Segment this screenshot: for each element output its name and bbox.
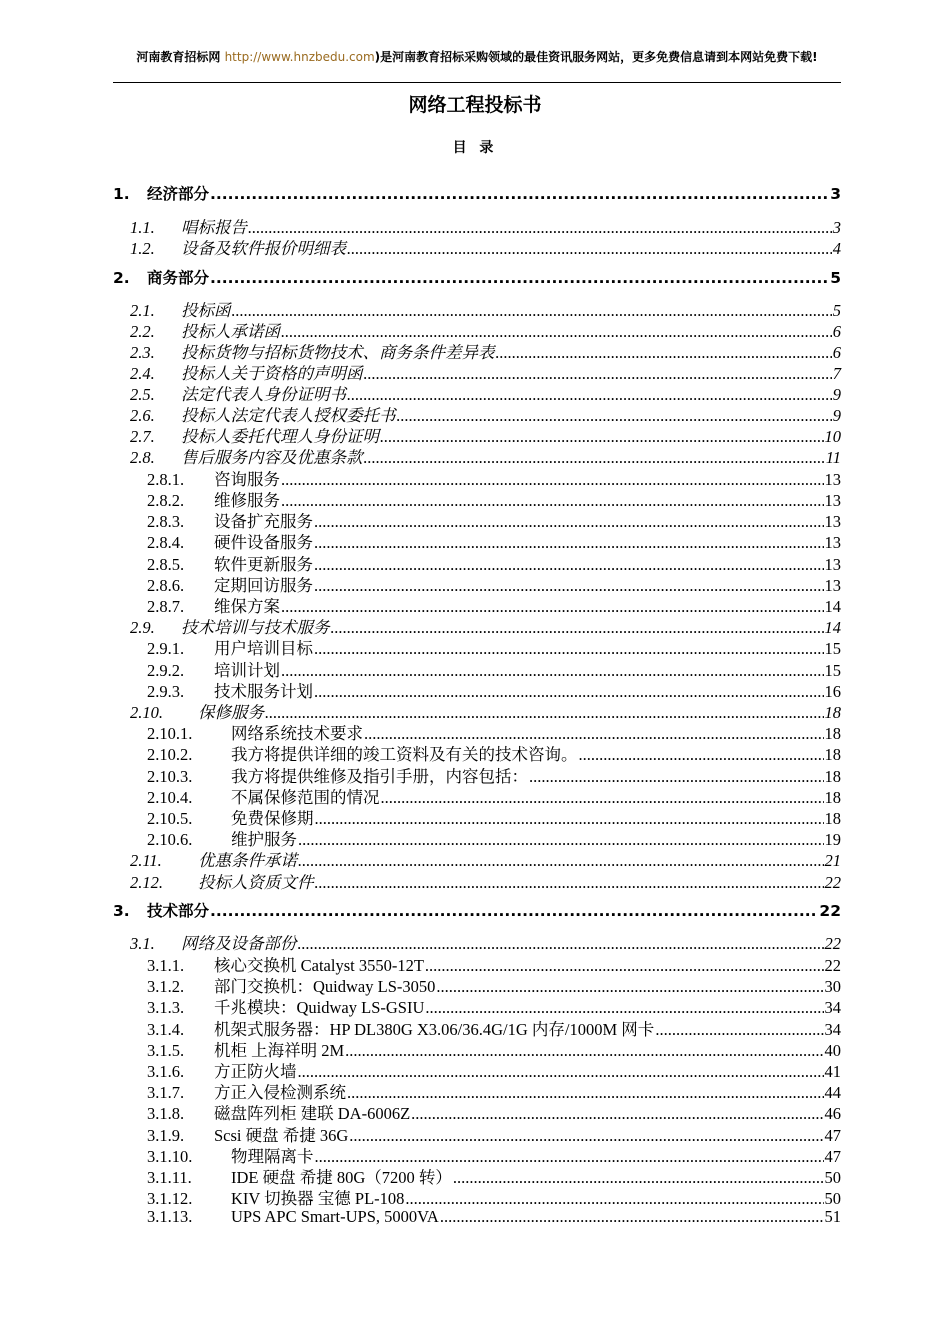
- toc-entry[interactable]: [113, 318, 841, 339]
- toc-entry-title: 设备扩充服务: [214, 512, 313, 531]
- toc-entry-page-number: 50: [824, 1168, 841, 1187]
- toc-entry-number: 2.10.1.: [147, 724, 193, 743]
- toc-entry[interactable]: [113, 741, 841, 762]
- toc-entry-number: 1.: [113, 185, 130, 203]
- header-url-link[interactable]: http://www.hnzbedu.com: [224, 50, 375, 64]
- toc-heading: 目 录: [452, 140, 498, 156]
- toc-entry[interactable]: [113, 593, 841, 614]
- toc-entry-title: 投标人委托代理人身份证明: [181, 427, 379, 446]
- toc-entry-title: 用户培训目标: [214, 639, 313, 658]
- toc-entry[interactable]: [113, 657, 841, 678]
- toc-entry[interactable]: [113, 678, 841, 699]
- toc-entry-number: 2.8.4.: [147, 533, 185, 552]
- toc-entry[interactable]: [113, 1207, 841, 1228]
- toc-entry-number: 2.11.: [130, 851, 162, 870]
- toc-dot-leader: [579, 745, 824, 765]
- toc-entry-title: 维护服务: [231, 830, 297, 849]
- toc-entry-number: 2.6.: [130, 406, 155, 425]
- toc-entry-title: 机架式服务器：HP DL380G X3.06/36.4G/1G 内存/1000M 网卡: [214, 1020, 655, 1039]
- toc-entry-title: IDE 硬盘 希捷 80G（7200 转）: [231, 1168, 452, 1187]
- toc-entry[interactable]: [113, 826, 841, 847]
- toc-entry-number: 2.8.2.: [147, 491, 185, 510]
- toc-entry-title: 法定代表人身份证明书: [181, 385, 346, 404]
- toc-entry-page-number: 5: [832, 301, 841, 320]
- toc-entry-page-number: 6: [832, 343, 841, 362]
- toc-entry-number: 3.1.7.: [147, 1083, 185, 1102]
- toc-entry-page-number: 13: [824, 533, 841, 552]
- toc-entry[interactable]: [113, 297, 841, 318]
- toc-entry-title: 唱标报告: [181, 218, 247, 237]
- toc-entry-number: 2.10.6.: [147, 830, 193, 849]
- toc-entry-number: 2.4.: [130, 364, 155, 383]
- toc-entry-page-number: 34: [824, 998, 841, 1017]
- toc-entry-number: 2.8.6.: [147, 576, 185, 595]
- toc-dot-leader: [314, 639, 824, 659]
- toc-entry-title: 投标人关于资格的声明函: [181, 364, 363, 383]
- toc-entry[interactable]: [113, 763, 841, 784]
- toc-entry[interactable]: [113, 614, 841, 635]
- toc-entry-title: 投标人资质文件: [198, 873, 314, 892]
- page-header: [113, 50, 841, 65]
- toc-entry-page-number: 18: [824, 745, 841, 764]
- toc-entry-title: 核心交换机 Catalyst 3550-12T: [214, 956, 424, 975]
- toc-entry-number: 2.10.5.: [147, 809, 193, 828]
- toc-entry-page-number: 13: [824, 555, 841, 574]
- toc-entry-number: 2.3.: [130, 343, 155, 362]
- toc-entry-page-number: 18: [824, 703, 841, 722]
- toc-entry-number: 3.1.3.: [147, 998, 185, 1017]
- toc-entry-page-number: 3: [832, 218, 841, 237]
- toc-entry-title: 定期回访服务: [214, 576, 313, 595]
- toc-entry-title: 技术培训与技术服务: [181, 618, 330, 637]
- toc-dot-leader: [298, 934, 824, 954]
- toc-entry-page-number: 7: [832, 364, 841, 383]
- toc-entry[interactable]: [113, 1079, 841, 1100]
- toc-entry-title: 物理隔离卡: [231, 1147, 314, 1166]
- toc-entry-title: 机柜 上海祥明 2M: [214, 1041, 345, 1060]
- toc-entry-title: UPS APC Smart-UPS, 5000VA: [231, 1207, 439, 1226]
- toc-entry-page-number: 3: [830, 185, 841, 203]
- toc-entry-title: 经济部分: [147, 185, 210, 203]
- toc-entry-title: 硬件设备服务: [214, 533, 313, 552]
- toc-entry-title: 磁盘阵列柜 建联 DA-6006Z: [214, 1104, 411, 1123]
- toc-entry-title: 商务部分: [147, 269, 210, 287]
- toc-entry-page-number: 5: [830, 269, 841, 287]
- toc-entry-number: 3.1.8.: [147, 1104, 185, 1123]
- toc-entry-title: 投标人承诺函: [181, 322, 280, 341]
- toc-entry[interactable]: [113, 572, 841, 593]
- toc-entry-number: 2.8.1.: [147, 470, 185, 489]
- toc-entry-page-number: 15: [824, 661, 841, 680]
- toc-entry-page-number: 16: [824, 682, 841, 701]
- toc-entry[interactable]: [113, 1185, 841, 1206]
- toc-entry-page-number: 9: [832, 406, 841, 425]
- toc-dot-leader: [440, 1207, 824, 1227]
- toc-entry-number: 3.1.12.: [147, 1189, 193, 1208]
- toc-entry-number: 3.1.6.: [147, 1062, 185, 1081]
- toc-entry-page-number: 18: [824, 767, 841, 786]
- toc-entry[interactable]: [113, 1122, 841, 1143]
- toc-entry-number: 1.2.: [130, 239, 155, 258]
- toc-entry-page-number: 51: [824, 1207, 841, 1226]
- toc-dot-leader: [411, 1104, 823, 1124]
- toc-entry-title: 技术部分: [147, 902, 210, 920]
- toc-entry[interactable]: [113, 1143, 841, 1164]
- toc-dot-leader: [315, 873, 824, 893]
- toc-entry-number: 3.1.10.: [147, 1147, 193, 1166]
- toc-entry-page-number: 13: [824, 512, 841, 531]
- toc-entry-title: 技术服务计划: [214, 682, 313, 701]
- toc-entry[interactable]: [113, 214, 841, 235]
- toc-entry-page-number: 34: [824, 1020, 841, 1039]
- toc-entry[interactable]: [113, 551, 841, 572]
- toc-entry-page-number: 21: [824, 851, 841, 870]
- toc-entry-number: 2.10.3.: [147, 767, 193, 786]
- toc-entry-number: 3.1.1.: [147, 956, 185, 975]
- toc-entry[interactable]: [113, 1100, 841, 1121]
- toc-entry-page-number: 44: [824, 1083, 841, 1102]
- toc-entry[interactable]: [113, 635, 841, 656]
- toc-dot-leader: [210, 185, 829, 203]
- toc-entry-number: 2.8.: [130, 448, 155, 467]
- toc-entry-number: 3.1.9.: [147, 1126, 185, 1145]
- toc-entry-title: Scsi 硬盘 希捷 36G: [214, 1126, 349, 1145]
- toc-entry-title: 不属保修范围的情况: [231, 788, 380, 807]
- toc-entry-title: 投标人法定代表人授权委托书: [181, 406, 396, 425]
- toc-entry[interactable]: [113, 381, 841, 402]
- toc-entry-page-number: 13: [824, 470, 841, 489]
- toc-entry-number: 3.1.11.: [147, 1168, 192, 1187]
- toc-entry-number: 2.10.2.: [147, 745, 193, 764]
- toc-entry-page-number: 22: [819, 902, 841, 920]
- toc-entry-number: 3.1.5.: [147, 1041, 185, 1060]
- toc-entry[interactable]: [113, 266, 841, 287]
- toc-entry[interactable]: [113, 899, 841, 920]
- toc-entry-number: 2.9.3.: [147, 682, 185, 701]
- toc-entry[interactable]: [113, 360, 841, 381]
- toc-entry-number: 2.12.: [130, 873, 163, 892]
- toc-entry[interactable]: [113, 1016, 841, 1037]
- toc-entry-number: 2.1.: [130, 301, 155, 320]
- toc-entry-number: 2.2.: [130, 322, 155, 341]
- toc-entry-title: 维保方案: [214, 597, 280, 616]
- toc-entry-page-number: 19: [824, 830, 841, 849]
- toc-entry-title: 方正防火墙: [214, 1062, 297, 1081]
- toc-entry[interactable]: [113, 869, 841, 890]
- toc-entry-title: 千兆模块：Quidway LS-GSIU: [214, 998, 425, 1017]
- toc-entry-page-number: 9: [832, 385, 841, 404]
- toc-entry-number: 2.9.1.: [147, 639, 185, 658]
- toc-entry[interactable]: [113, 784, 841, 805]
- toc-entry-title: 投标函: [181, 301, 231, 320]
- toc-entry[interactable]: [113, 339, 841, 360]
- toc-entry-page-number: 15: [824, 639, 841, 658]
- toc-dot-leader: [314, 533, 824, 553]
- toc-dot-leader: [210, 902, 818, 920]
- toc-entry-page-number: 50: [824, 1189, 841, 1208]
- toc-entry-title: 投标货物与招标货物技术、商务条件差异表: [181, 343, 495, 362]
- toc-entry-number: 2.7.: [130, 427, 155, 446]
- toc-entry[interactable]: [113, 182, 841, 203]
- toc-entry[interactable]: [113, 508, 841, 529]
- toc-entry-number: 2.8.5.: [147, 555, 185, 574]
- toc-entry-number: 3.1.: [130, 934, 155, 953]
- toc-entry[interactable]: [113, 952, 841, 973]
- toc-entry-title: 设备及软件报价明细表: [181, 239, 346, 258]
- toc-entry[interactable]: [113, 973, 841, 994]
- toc-entry[interactable]: [113, 994, 841, 1015]
- toc-entry[interactable]: [113, 529, 841, 550]
- toc-entry[interactable]: [113, 235, 841, 256]
- toc-entry-title: 我方将提供详细的竣工资料及有关的技术咨询。: [231, 745, 578, 764]
- toc-entry[interactable]: [113, 699, 841, 720]
- toc-entry-title: 售后服务内容及优惠条款: [181, 448, 363, 467]
- toc-entry-page-number: 13: [824, 576, 841, 595]
- toc-entry-page-number: 22: [824, 934, 841, 953]
- header-divider: [113, 82, 841, 83]
- toc-entry-number: 3.: [113, 902, 130, 920]
- toc-entry-title: 咨询服务: [214, 470, 280, 489]
- toc-dot-leader: [210, 269, 829, 287]
- toc-entry-title: KIV 切换器 宝德 PL-108: [231, 1189, 405, 1208]
- toc-entry-title: 网络及设备部份: [181, 934, 297, 953]
- toc-entry-page-number: 11: [825, 448, 841, 467]
- toc-dot-leader: [298, 851, 824, 871]
- toc-entry-page-number: 18: [824, 788, 841, 807]
- toc-dot-leader: [364, 448, 825, 468]
- toc-entry[interactable]: [113, 487, 841, 508]
- toc-entry[interactable]: [113, 847, 841, 868]
- toc-entry-title: 软件更新服务: [214, 555, 313, 574]
- toc-entry-number: 2.10.4.: [147, 788, 193, 807]
- toc-entry-page-number: 22: [824, 873, 841, 892]
- toc-entry[interactable]: [113, 1164, 841, 1185]
- toc-entry-number: 2.: [113, 269, 130, 287]
- toc-entry[interactable]: [113, 1058, 841, 1079]
- toc-entry[interactable]: [113, 466, 841, 487]
- toc-entry-page-number: 14: [824, 597, 841, 616]
- toc-entry-page-number: 30: [824, 977, 841, 996]
- toc-entry-page-number: 40: [824, 1041, 841, 1060]
- toc-entry-page-number: 4: [832, 239, 841, 258]
- toc-entry[interactable]: [113, 402, 841, 423]
- toc-entry-title: 部门交换机：Quidway LS-3050: [214, 977, 436, 996]
- toc-entry-number: 1.1.: [130, 218, 155, 237]
- toc-entry[interactable]: [113, 930, 841, 951]
- toc-entry-title: 免费保修期: [231, 809, 314, 828]
- toc-entry-number: 2.5.: [130, 385, 155, 404]
- toc-entry-number: 2.9.: [130, 618, 155, 637]
- document-title: 网络工程投标书: [408, 94, 542, 116]
- toc-entry[interactable]: [113, 1037, 841, 1058]
- header-site-name: 河南教育招标网: [136, 50, 225, 64]
- toc-entry-page-number: 13: [824, 491, 841, 510]
- toc-entry-page-number: 6: [832, 322, 841, 341]
- toc-entry[interactable]: [113, 805, 841, 826]
- toc-entry-title: 网络系统技术要求: [231, 724, 363, 743]
- toc-entry[interactable]: [113, 444, 841, 465]
- toc-dot-leader: [425, 998, 823, 1018]
- toc-entry-title: 保修服务: [198, 703, 264, 722]
- toc-entry-number: 3.1.13.: [147, 1207, 193, 1226]
- toc-dot-leader: [405, 1189, 823, 1209]
- toc-entry-number: 2.9.2.: [147, 661, 185, 680]
- toc-entry-page-number: 46: [824, 1104, 841, 1123]
- toc-entry-number: 2.8.3.: [147, 512, 185, 531]
- toc-entry-page-number: 41: [824, 1062, 841, 1081]
- toc-entry-page-number: 18: [824, 724, 841, 743]
- toc-entry[interactable]: [113, 720, 841, 741]
- toc-entry-title: 优惠条件承诺: [198, 851, 297, 870]
- toc-entry-number: 2.8.7.: [147, 597, 185, 616]
- toc-entry-page-number: 10: [824, 427, 841, 446]
- toc-entry-number: 3.1.2.: [147, 977, 185, 996]
- toc-entry-title: 方正入侵检测系统: [214, 1083, 346, 1102]
- toc-entry-page-number: 47: [824, 1147, 841, 1166]
- toc-entry-page-number: 14: [824, 618, 841, 637]
- toc-dot-leader: [347, 239, 832, 259]
- toc-entry[interactable]: [113, 423, 841, 444]
- toc-entry-page-number: 47: [824, 1126, 841, 1145]
- header-tail-text: )是河南教育招标采购领域的最佳资讯服务网站，更多免费信息请到本网站免费下载!: [374, 50, 818, 64]
- toc-entry-title: 培训计划: [214, 661, 280, 680]
- toc-entry-page-number: 18: [824, 809, 841, 828]
- toc-entry-number: 3.1.4.: [147, 1020, 185, 1039]
- toc-entry-page-number: 22: [824, 956, 841, 975]
- toc-entry-number: 2.10.: [130, 703, 163, 722]
- toc-entry-title: 我方将提供维修及指引手册，内容包括：: [231, 767, 528, 786]
- toc-entry-title: 维修服务: [214, 491, 280, 510]
